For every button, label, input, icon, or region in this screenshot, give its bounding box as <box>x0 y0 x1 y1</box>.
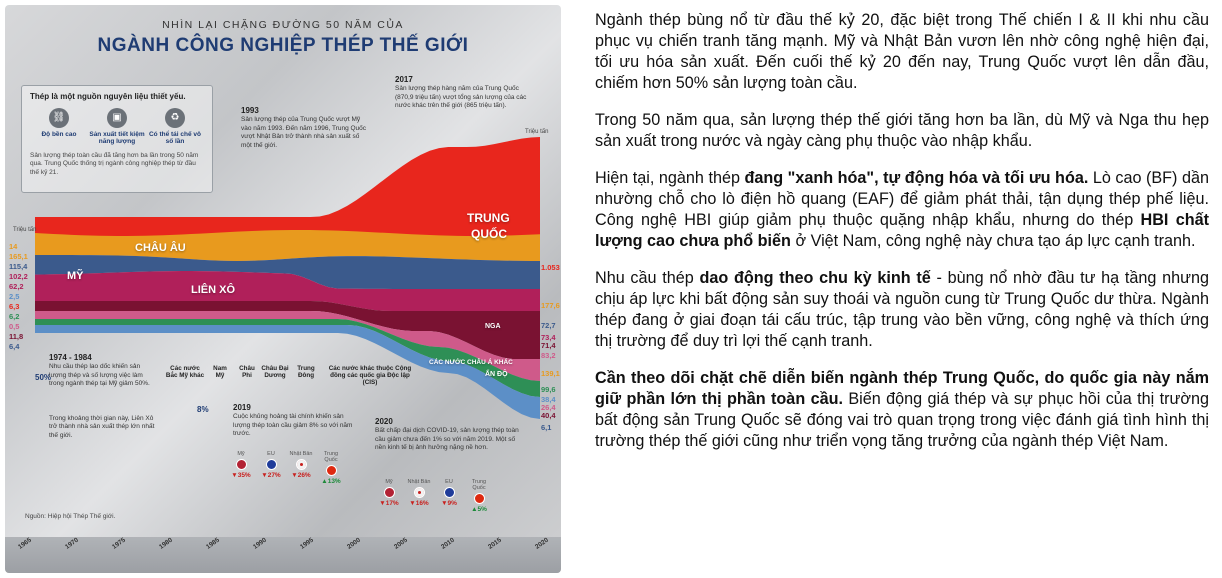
paragraph-2: Trong 50 năm qua, sản lượng thép thế giới tăng hơn ba lần, dù Mỹ và Nga thu hẹp sản xuất trong nước và ngày càng phụ thuộc vào nhập khẩu. <box>595 111 1209 150</box>
change-value: ▼26% <box>291 472 311 479</box>
band-label-chau-a-khac: CÁC NƯỚC CHÂU Á KHÁC <box>429 359 513 366</box>
flag-icon <box>296 459 307 470</box>
x-tick-label: 2020 <box>534 536 550 551</box>
change-value: ▼27% <box>261 472 281 479</box>
country-name: Nhật Bản <box>407 479 431 485</box>
p5-b: Biến động giá thép và sự phục hồi của thị trường bất động sản Trung Quốc sẽ đóng vai trò quan trọng trong việc đánh giá tình hình thị trường thép thế giới cũng như triển vọng tăng trưởng của ngành thép Việt Nam. <box>595 390 1210 450</box>
band-label-an-do: ẤN ĐỘ <box>485 371 508 378</box>
note-1993 <box>241 106 371 150</box>
info-box-title: Thép là một nguồn nguyên liệu thiết yếu. <box>30 92 186 101</box>
x-tick-label: 1990 <box>252 536 268 551</box>
left-value-label: 62,2 <box>9 282 24 291</box>
left-value-label: 0,5 <box>9 322 20 331</box>
band-label-my: MỸ <box>67 270 84 282</box>
recycle-icon: ♻ <box>165 108 185 128</box>
flag-icon <box>326 465 337 476</box>
country-name: EU <box>267 451 275 457</box>
note-year: 2020 <box>375 417 393 426</box>
country-change <box>287 451 315 479</box>
left-value-label: 6,2 <box>9 312 20 321</box>
article-text <box>595 10 1209 468</box>
change-value: ▼35% <box>231 472 251 479</box>
left-value-label: 6,4 <box>9 342 20 351</box>
note-text: Nhu cầu thép lao dốc khiến sản lượng thép và số lượng việc làm trong ngành thép tại Mỹ giảm 50%. <box>49 363 150 388</box>
left-value-label: 165,1 <box>9 252 28 261</box>
p3-bold-2: HBI chất lượng cao chưa phổ biến <box>595 211 1209 250</box>
left-value-label: 14 <box>9 242 18 251</box>
x-tick-label: 2010 <box>440 536 456 551</box>
note-text: Cuộc khủng hoảng tài chính khiến sản lượng thép toàn cầu giảm 8% so với năm trước. <box>233 413 353 438</box>
info-item-label: Có thể tái chế vô số lần <box>148 131 201 146</box>
country-name: EU <box>445 479 453 485</box>
note-year: 2019 <box>233 403 251 412</box>
flag-icon <box>266 459 277 470</box>
event-chau-dai-duong: Châu Đại Dương <box>261 365 289 380</box>
year-axis-bar <box>5 537 561 573</box>
right-value-label: 139,1 <box>541 369 560 378</box>
change-value: ▼17% <box>379 500 399 507</box>
x-tick-label: 1980 <box>158 536 174 551</box>
right-value-label: 72,7 <box>541 321 556 330</box>
event-bac-my: Các nước Bắc Mỹ khác <box>165 365 205 380</box>
p4-a: Nhu cầu thép <box>595 269 700 287</box>
note-1974-pct: 50% <box>35 373 52 382</box>
left-value-label: 2,5 <box>9 292 20 301</box>
country-change <box>257 451 285 479</box>
band-label-lien-xo: LIÊN XÔ <box>191 284 236 296</box>
note-lienxo: Trong khoảng thời gian này, Liên Xô trở thành nhà sản xuất thép lớn nhất thế giới. <box>49 415 155 439</box>
p4-c: - bùng nổ nhờ đầu tư hạ tầng nhưng chịu áp lực khi bất động sản suy thoái và nguồn cung từ Trung Quốc dư thừa. Ngành thép đang ở giai đoạn tái cấu trúc, tập trung vào bền vững, công nghệ và thích ứng thị trường để duy trì lợi thế cạnh tranh. <box>595 269 1209 350</box>
factory-icon: ▣ <box>107 108 127 128</box>
x-tick-label: 1965 <box>17 536 33 551</box>
p5-bold: Cần theo dõi chặt chẽ diễn biến ngành thép Trung Quốc, do quốc gia này nắm giữ phần lớn thị phần toàn cầu. <box>595 369 1209 408</box>
band-label-trung-quoc-2: QUỐC <box>471 227 507 241</box>
change-value: ▼9% <box>441 500 457 507</box>
p3-bold-1: đang "xanh hóa", tự động hóa và tối ưu hóa. <box>744 169 1089 187</box>
event-trung-dong: Trung Đông <box>297 365 315 380</box>
band-label-nga: NGA <box>485 323 501 330</box>
right-value-label: 99,6 <box>541 385 556 394</box>
note-1974-1984 <box>49 353 159 389</box>
country-name: Trung Quốc <box>471 479 487 491</box>
x-tick-label: 2005 <box>393 536 409 551</box>
note-text: Sản lượng thép của Trung Quốc vượt Mỹ vào năm 1993. Đến năm 1996, Trung Quốc vượt Nhật Bản trở thành nhà sản xuất số một thế giới. <box>241 116 367 149</box>
x-tick-label: 2000 <box>346 536 362 551</box>
note-text: Bất chấp đại dịch COVID-19, sản lượng thép toàn cầu giảm chưa đến 1% so với năm 2019. Một số nền kinh tế bị ảnh hưởng nặng nề hơn. <box>375 427 519 452</box>
right-value-label: 38,4 <box>541 395 556 404</box>
left-value-label: 6,3 <box>9 302 20 311</box>
left-value-label: 115,4 <box>9 262 28 271</box>
country-name: Mỹ <box>237 451 245 457</box>
right-value-label: 73,4 <box>541 333 556 342</box>
band-label-chau-au: CHÂU ÂU <box>135 242 186 254</box>
info-item-label: Sản xuất tiết kiệm năng lượng <box>89 131 145 146</box>
flag-icon <box>444 487 455 498</box>
note-text: Sản lượng thép hàng năm của Trung Quốc (870,9 triệu tấn) vượt tổng sản lượng của các nước khác trên thế giới (865 triệu tấn). <box>395 85 527 110</box>
info-item-recycle <box>147 108 203 146</box>
country-change <box>435 479 463 507</box>
p4-bold: dao động theo chu kỳ kinh tế <box>699 269 931 287</box>
right-value-label: 26,4 <box>541 403 556 412</box>
right-value-label: 177,6 <box>541 301 560 310</box>
right-value-label: 1.053 <box>541 263 560 272</box>
x-tick-label: 1995 <box>299 536 315 551</box>
p3-e: ở Việt Nam, công nghệ này chưa tạo áp lực cạnh tranh. <box>790 232 1196 250</box>
flag-icon <box>384 487 395 498</box>
note-year: 1974 - 1984 <box>49 353 92 362</box>
country-change <box>405 479 433 507</box>
link-icon: ⛓ <box>49 108 69 128</box>
event-chau-phi: Châu Phi <box>239 365 255 380</box>
note-2019 <box>233 403 358 439</box>
country-change <box>227 451 255 479</box>
note-2020 <box>375 417 525 453</box>
info-item-label: Độ bền cao <box>41 131 77 138</box>
country-name: Nhật Bản <box>289 451 313 457</box>
right-value-label: 40,4 <box>541 411 556 420</box>
paragraph-3 <box>595 168 1209 252</box>
paragraph-1: Ngành thép bùng nổ từ đầu thế kỷ 20, đặc biệt trong Thế chiến I & II khi nhu cầu phục vụ chiến tranh tăng mạnh. Mỹ và Nhật Bản vươn lên nhờ công nghệ hiện đại, tối ưu hóa sản xuất. Đến cuối thế kỷ 20 đến nay, Trung Quốc vượt lên dẫn đầu, chiếm hơn 50% sản lượng toàn cầu. <box>595 11 1209 92</box>
flag-icon <box>236 459 247 470</box>
p3-c: Lò cao (BF) dần nhường chỗ cho lò điện hồ quang (EAF) để giảm phát thải, tận dụng thép phế liệu. Công nghệ HBI giúp giảm phụ thuộc quặng nhập khẩu, nhưng do thép <box>595 169 1209 229</box>
band-label-trung-quoc-1: TRUNG <box>467 211 510 225</box>
x-tick-label: 2015 <box>487 536 503 551</box>
country-change <box>375 479 403 507</box>
paragraph-4 <box>595 268 1209 352</box>
left-unit: Triệu tấn <box>13 227 37 233</box>
flag-icon <box>474 493 485 504</box>
x-tick-label: 1970 <box>64 536 80 551</box>
note-2019-pct: 8% <box>197 405 209 414</box>
source-note: Nguồn: Hiệp hội Thép Thế giới. <box>25 513 116 520</box>
change-value: ▼16% <box>409 500 429 507</box>
change-value: ▲5% <box>471 506 487 513</box>
event-nam-my: Nam Mỹ <box>213 365 227 380</box>
info-item-durability <box>31 108 87 146</box>
country-name: Trung Quốc <box>323 451 339 463</box>
country-change <box>465 479 493 513</box>
paragraph-5 <box>595 368 1209 452</box>
left-value-label: 11,8 <box>9 332 24 341</box>
infographic-pretitle: NHÌN LẠI CHẶNG ĐƯỜNG 50 NĂM CỦA <box>162 19 404 31</box>
note-year: 2017 <box>395 75 413 84</box>
info-item-energy <box>89 108 145 146</box>
steel-infographic <box>5 5 561 573</box>
right-value-label: 6,1 <box>541 423 552 432</box>
country-name: Mỹ <box>385 479 393 485</box>
flag-icon <box>414 487 425 498</box>
right-value-label: 71,4 <box>541 341 556 350</box>
x-tick-label: 1985 <box>205 536 221 551</box>
left-value-label: 102,2 <box>9 272 28 281</box>
x-tick-label: 1975 <box>111 536 127 551</box>
change-value: ▲13% <box>321 478 341 485</box>
event-cis: Các nước khác thuộc Cộng đồng các quốc gia Độc lập (CIS) <box>328 365 412 387</box>
note-2017 <box>395 75 530 111</box>
info-box <box>21 85 213 193</box>
country-change <box>317 451 345 485</box>
note-year: 1993 <box>241 106 259 115</box>
info-box-desc: Sản lượng thép toàn cầu đã tăng hơn ba lần trong 50 năm qua. Trung Quốc thống trị ngành công nghiệp thép từ đầu thế kỷ 21. <box>30 151 199 176</box>
right-unit: Triệu tấn <box>525 129 549 135</box>
p3-a: Hiện tại, ngành thép <box>595 169 745 187</box>
right-value-label: 83,2 <box>541 351 556 360</box>
infographic-title: NGÀNH CÔNG NGHIỆP THÉP THẾ GIỚI <box>97 35 469 56</box>
